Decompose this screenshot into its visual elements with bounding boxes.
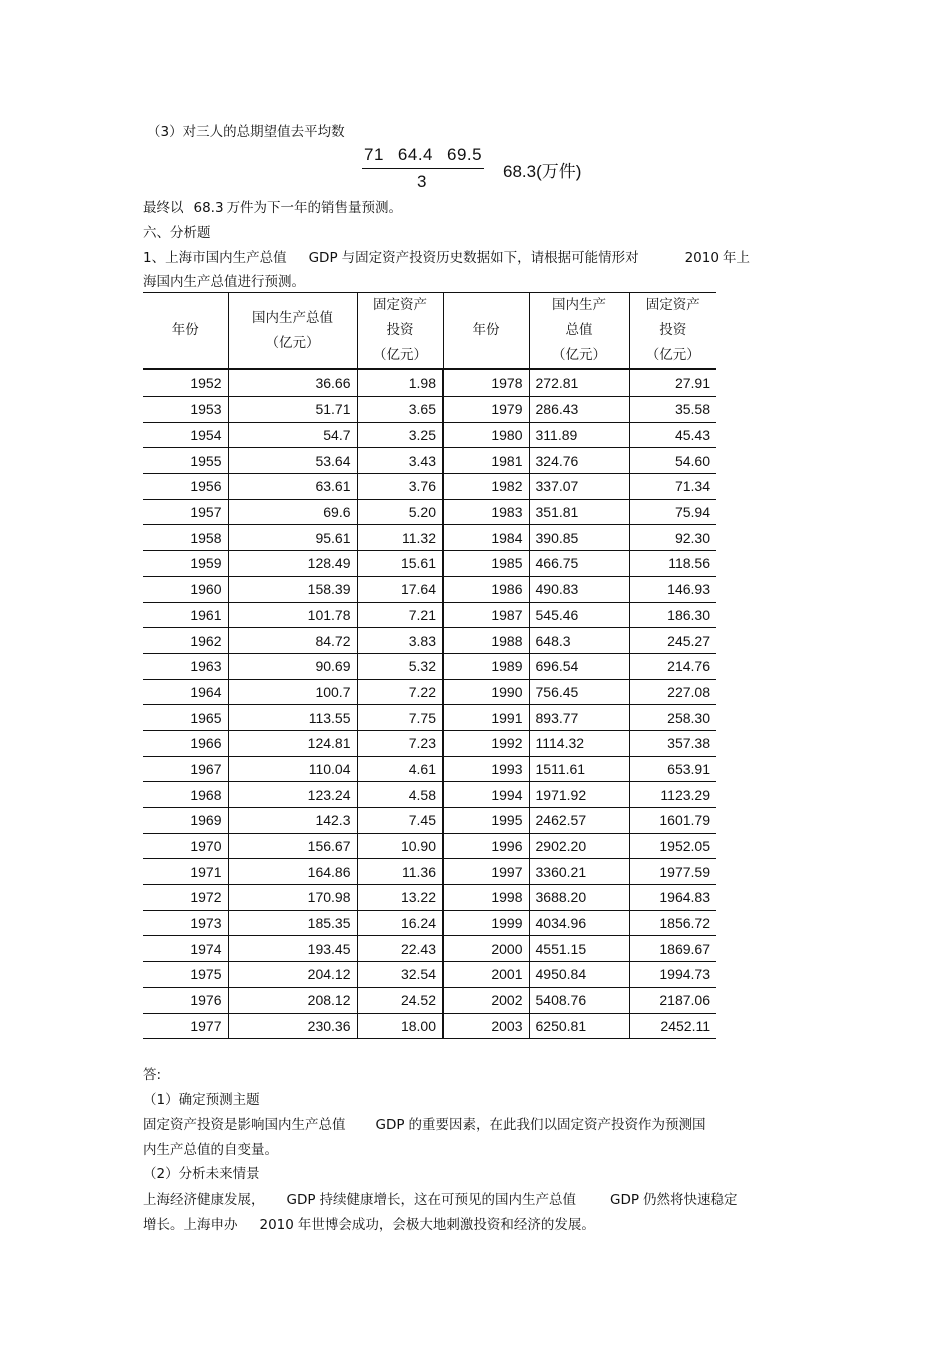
cell-year-2: 1979 — [443, 397, 529, 423]
cell-year-2: 1998 — [443, 885, 529, 911]
cell-year-2: 1986 — [443, 576, 529, 602]
cell-investment-2: 186.30 — [629, 602, 716, 628]
cell-year-2: 1990 — [443, 679, 529, 705]
cell-year: 1969 — [143, 808, 228, 834]
gdp-investment-table — [143, 292, 716, 1039]
cell-investment: 10.90 — [357, 833, 443, 859]
cell-year-2: 1999 — [443, 910, 529, 936]
cell-investment-2: 245.27 — [629, 628, 716, 654]
cell-year-2: 1988 — [443, 628, 529, 654]
table-row — [143, 628, 716, 654]
cell-gdp-2: 286.43 — [529, 397, 629, 423]
cell-investment-2: 1952.05 — [629, 833, 716, 859]
cell-gdp-2: 6250.81 — [529, 1013, 629, 1039]
table-row — [143, 910, 716, 936]
cell-gdp-2: 324.76 — [529, 448, 629, 474]
cell-gdp: 101.78 — [228, 602, 357, 628]
cell-gdp-2: 648.3 — [529, 628, 629, 654]
cell-year-2: 1991 — [443, 705, 529, 731]
cell-investment-2: 118.56 — [629, 551, 716, 577]
cell-investment: 16.24 — [357, 910, 443, 936]
cell-gdp-2: 756.45 — [529, 679, 629, 705]
cell-investment-2: 258.30 — [629, 705, 716, 731]
cell-year-2: 1992 — [443, 730, 529, 756]
cell-year-2: 1995 — [443, 808, 529, 834]
cell-investment-2: 1856.72 — [629, 910, 716, 936]
cell-year-2: 2002 — [443, 987, 529, 1013]
cell-gdp-2: 272.81 — [529, 369, 629, 397]
cell-investment: 5.20 — [357, 499, 443, 525]
cell-year: 1964 — [143, 679, 228, 705]
header-gdp-2: 国内生产 总值 （亿元） — [529, 293, 629, 370]
cell-gdp-2: 893.77 — [529, 705, 629, 731]
answer-step2-text: 上海经济健康发展， GDP 持续健康增长，这在可预见的国内生产总值 GDP 仍然将快速稳定 — [143, 1192, 738, 1208]
cell-gdp-2: 490.83 — [529, 576, 629, 602]
cell-gdp-2: 1511.61 — [529, 756, 629, 782]
cell-year: 1977 — [143, 1013, 228, 1039]
cell-year: 1971 — [143, 859, 228, 885]
header-investment-2: 固定资产 投资 （亿元） — [629, 293, 716, 370]
cell-investment: 7.22 — [357, 679, 443, 705]
cell-gdp: 53.64 — [228, 448, 357, 474]
fraction-bar — [362, 168, 484, 169]
cell-gdp: 208.12 — [228, 987, 357, 1013]
cell-investment-2: 214.76 — [629, 653, 716, 679]
answer-step1-text-line2: 内生产总值的自变量。 — [143, 1142, 278, 1158]
cell-investment: 17.64 — [357, 576, 443, 602]
numerator-term-2: 64.4 — [397, 145, 434, 164]
cell-year-2: 2003 — [443, 1013, 529, 1039]
cell-investment: 3.83 — [357, 628, 443, 654]
cell-year: 1966 — [143, 730, 228, 756]
cell-gdp: 90.69 — [228, 653, 357, 679]
step3-heading: （3）对三人的总期望值去平均数 — [147, 124, 345, 140]
cell-year-2: 1978 — [443, 369, 529, 397]
cell-year: 1967 — [143, 756, 228, 782]
cell-gdp-2: 1971.92 — [529, 782, 629, 808]
table-row — [143, 397, 716, 423]
cell-year: 1962 — [143, 628, 228, 654]
cell-gdp: 170.98 — [228, 885, 357, 911]
table-row — [143, 422, 716, 448]
cell-year: 1958 — [143, 525, 228, 551]
cell-gdp-2: 4551.15 — [529, 936, 629, 962]
cell-gdp: 193.45 — [228, 936, 357, 962]
cell-investment-2: 1977.59 — [629, 859, 716, 885]
final-value: 68.3 — [193, 200, 224, 216]
cell-year-2: 1982 — [443, 474, 529, 500]
cell-year: 1972 — [143, 885, 228, 911]
table-row — [143, 551, 716, 577]
cell-gdp: 124.81 — [228, 730, 357, 756]
table-row — [143, 987, 716, 1013]
cell-gdp: 113.55 — [228, 705, 357, 731]
cell-year: 1968 — [143, 782, 228, 808]
cell-investment-2: 1601.79 — [629, 808, 716, 834]
cell-year-2: 2000 — [443, 936, 529, 962]
cell-investment: 5.32 — [357, 653, 443, 679]
cell-investment-2: 2452.11 — [629, 1013, 716, 1039]
cell-year: 1961 — [143, 602, 228, 628]
cell-gdp: 51.71 — [228, 397, 357, 423]
cell-year: 1956 — [143, 474, 228, 500]
table-row — [143, 576, 716, 602]
cell-year: 1955 — [143, 448, 228, 474]
answer-step2-heading: （2）分析未来情景 — [143, 1166, 260, 1182]
cell-gdp: 204.12 — [228, 962, 357, 988]
answer-step1-heading: （1）确定预测主题 — [143, 1092, 260, 1108]
table-row — [143, 602, 716, 628]
cell-year-2: 1987 — [443, 602, 529, 628]
cell-gdp-2: 545.46 — [529, 602, 629, 628]
cell-gdp-2: 466.75 — [529, 551, 629, 577]
cell-gdp-2: 1114.32 — [529, 730, 629, 756]
cell-gdp-2: 4034.96 — [529, 910, 629, 936]
answer-step2-text-line2: 增长。上海申办 2010 年世博会成功，会极大地刺激投资和经济的发展。 — [143, 1217, 595, 1233]
table-row — [143, 679, 716, 705]
question-1-line2: 海国内生产总值进行预测。 — [143, 274, 305, 290]
numerator-term-1: 71 — [364, 145, 384, 164]
table-row — [143, 499, 716, 525]
cell-gdp-2: 311.89 — [529, 422, 629, 448]
table-row — [143, 782, 716, 808]
cell-gdp: 36.66 — [228, 369, 357, 397]
cell-investment-2: 45.43 — [629, 422, 716, 448]
cell-gdp: 156.67 — [228, 833, 357, 859]
cell-investment: 7.45 — [357, 808, 443, 834]
cell-year: 1953 — [143, 397, 228, 423]
cell-gdp-2: 351.81 — [529, 499, 629, 525]
table-row — [143, 448, 716, 474]
cell-gdp: 54.7 — [228, 422, 357, 448]
cell-year-2: 1997 — [443, 859, 529, 885]
cell-gdp: 230.36 — [228, 1013, 357, 1039]
cell-investment-2: 1994.73 — [629, 962, 716, 988]
cell-year: 1974 — [143, 936, 228, 962]
cell-investment-2: 146.93 — [629, 576, 716, 602]
cell-investment-2: 357.38 — [629, 730, 716, 756]
cell-year: 1957 — [143, 499, 228, 525]
cell-year-2: 1980 — [443, 422, 529, 448]
cell-year: 1973 — [143, 910, 228, 936]
section-heading: 六、分析题 — [143, 225, 211, 241]
cell-gdp-2: 3360.21 — [529, 859, 629, 885]
cell-year-2: 1994 — [443, 782, 529, 808]
table-row — [143, 936, 716, 962]
cell-gdp: 164.86 — [228, 859, 357, 885]
cell-investment: 13.22 — [357, 885, 443, 911]
answer-label: 答: — [143, 1067, 162, 1083]
cell-gdp: 69.6 — [228, 499, 357, 525]
table-row — [143, 474, 716, 500]
cell-year: 1952 — [143, 369, 228, 397]
cell-investment-2: 92.30 — [629, 525, 716, 551]
cell-gdp: 123.24 — [228, 782, 357, 808]
table-row — [143, 756, 716, 782]
cell-investment: 3.65 — [357, 397, 443, 423]
table-row — [143, 653, 716, 679]
table-row — [143, 525, 716, 551]
cell-gdp: 185.35 — [228, 910, 357, 936]
cell-investment-2: 653.91 — [629, 756, 716, 782]
question-1: 1、上海市国内生产总值 GDP 与固定资产投资历史数据如下，请根据可能情形对 2010 年上 — [143, 250, 750, 266]
cell-year: 1963 — [143, 653, 228, 679]
cell-year: 1960 — [143, 576, 228, 602]
cell-investment-2: 35.58 — [629, 397, 716, 423]
table-row — [143, 859, 716, 885]
cell-investment: 4.58 — [357, 782, 443, 808]
cell-year: 1965 — [143, 705, 228, 731]
cell-year: 1976 — [143, 987, 228, 1013]
cell-gdp-2: 3688.20 — [529, 885, 629, 911]
table-row — [143, 808, 716, 834]
table-row — [143, 962, 716, 988]
cell-gdp-2: 696.54 — [529, 653, 629, 679]
cell-year: 1975 — [143, 962, 228, 988]
cell-investment: 15.61 — [357, 551, 443, 577]
cell-gdp: 100.7 — [228, 679, 357, 705]
table-row — [143, 1013, 716, 1039]
cell-investment: 3.76 — [357, 474, 443, 500]
cell-gdp-2: 337.07 — [529, 474, 629, 500]
cell-investment: 11.36 — [357, 859, 443, 885]
cell-gdp-2: 390.85 — [529, 525, 629, 551]
cell-investment-2: 1869.67 — [629, 936, 716, 962]
cell-investment: 7.23 — [357, 730, 443, 756]
cell-year-2: 1996 — [443, 833, 529, 859]
cell-investment-2: 27.91 — [629, 369, 716, 397]
cell-gdp-2: 4950.84 — [529, 962, 629, 988]
cell-gdp-2: 5408.76 — [529, 987, 629, 1013]
cell-investment: 1.98 — [357, 369, 443, 397]
header-gdp: 国内生产总值 （亿元） — [228, 293, 357, 370]
cell-investment-2: 1123.29 — [629, 782, 716, 808]
header-year-2: 年份 — [443, 293, 529, 370]
cell-gdp: 158.39 — [228, 576, 357, 602]
cell-gdp-2: 2902.20 — [529, 833, 629, 859]
table-header-row — [143, 293, 716, 370]
cell-investment: 24.52 — [357, 987, 443, 1013]
table-row — [143, 833, 716, 859]
cell-year-2: 1989 — [443, 653, 529, 679]
cell-investment-2: 71.34 — [629, 474, 716, 500]
cell-investment: 18.00 — [357, 1013, 443, 1039]
fraction-denominator: 3 — [417, 172, 427, 191]
cell-investment-2: 2187.06 — [629, 987, 716, 1013]
cell-investment: 32.54 — [357, 962, 443, 988]
cell-investment: 3.43 — [357, 448, 443, 474]
cell-year-2: 1993 — [443, 756, 529, 782]
cell-investment-2: 75.94 — [629, 499, 716, 525]
table-row — [143, 730, 716, 756]
final-sentence: 最终以 68.3 万件为下一年的销售量预测。 — [143, 200, 403, 216]
cell-investment: 11.32 — [357, 525, 443, 551]
cell-year-2: 1985 — [443, 551, 529, 577]
cell-investment: 4.61 — [357, 756, 443, 782]
cell-year-2: 1983 — [443, 499, 529, 525]
cell-gdp: 128.49 — [228, 551, 357, 577]
header-investment: 固定资产 投资 （亿元） — [357, 293, 443, 370]
table-row — [143, 369, 716, 397]
cell-investment: 3.25 — [357, 422, 443, 448]
cell-year: 1954 — [143, 422, 228, 448]
cell-investment-2: 1964.83 — [629, 885, 716, 911]
cell-year-2: 1981 — [443, 448, 529, 474]
numerator-term-3: 69.5 — [447, 145, 483, 164]
cell-investment-2: 227.08 — [629, 679, 716, 705]
cell-year: 1959 — [143, 551, 228, 577]
cell-gdp: 63.61 — [228, 474, 357, 500]
cell-gdp: 84.72 — [228, 628, 357, 654]
cell-year: 1970 — [143, 833, 228, 859]
cell-investment-2: 54.60 — [629, 448, 716, 474]
cell-year-2: 2001 — [443, 962, 529, 988]
cell-gdp: 142.3 — [228, 808, 357, 834]
cell-gdp: 110.04 — [228, 756, 357, 782]
cell-year-2: 1984 — [443, 525, 529, 551]
cell-investment: 22.43 — [357, 936, 443, 962]
cell-gdp-2: 2462.57 — [529, 808, 629, 834]
table-row — [143, 705, 716, 731]
fraction-result: 68.3(万件) — [503, 162, 582, 181]
cell-investment: 7.21 — [357, 602, 443, 628]
cell-gdp: 95.61 — [228, 525, 357, 551]
cell-investment: 7.75 — [357, 705, 443, 731]
answer-step1-text: 固定资产投资是影响国内生产总值 GDP 的重要因素，在此我们以固定资产投资作为预测国 — [143, 1117, 706, 1133]
header-year: 年份 — [143, 293, 228, 370]
table-row — [143, 885, 716, 911]
